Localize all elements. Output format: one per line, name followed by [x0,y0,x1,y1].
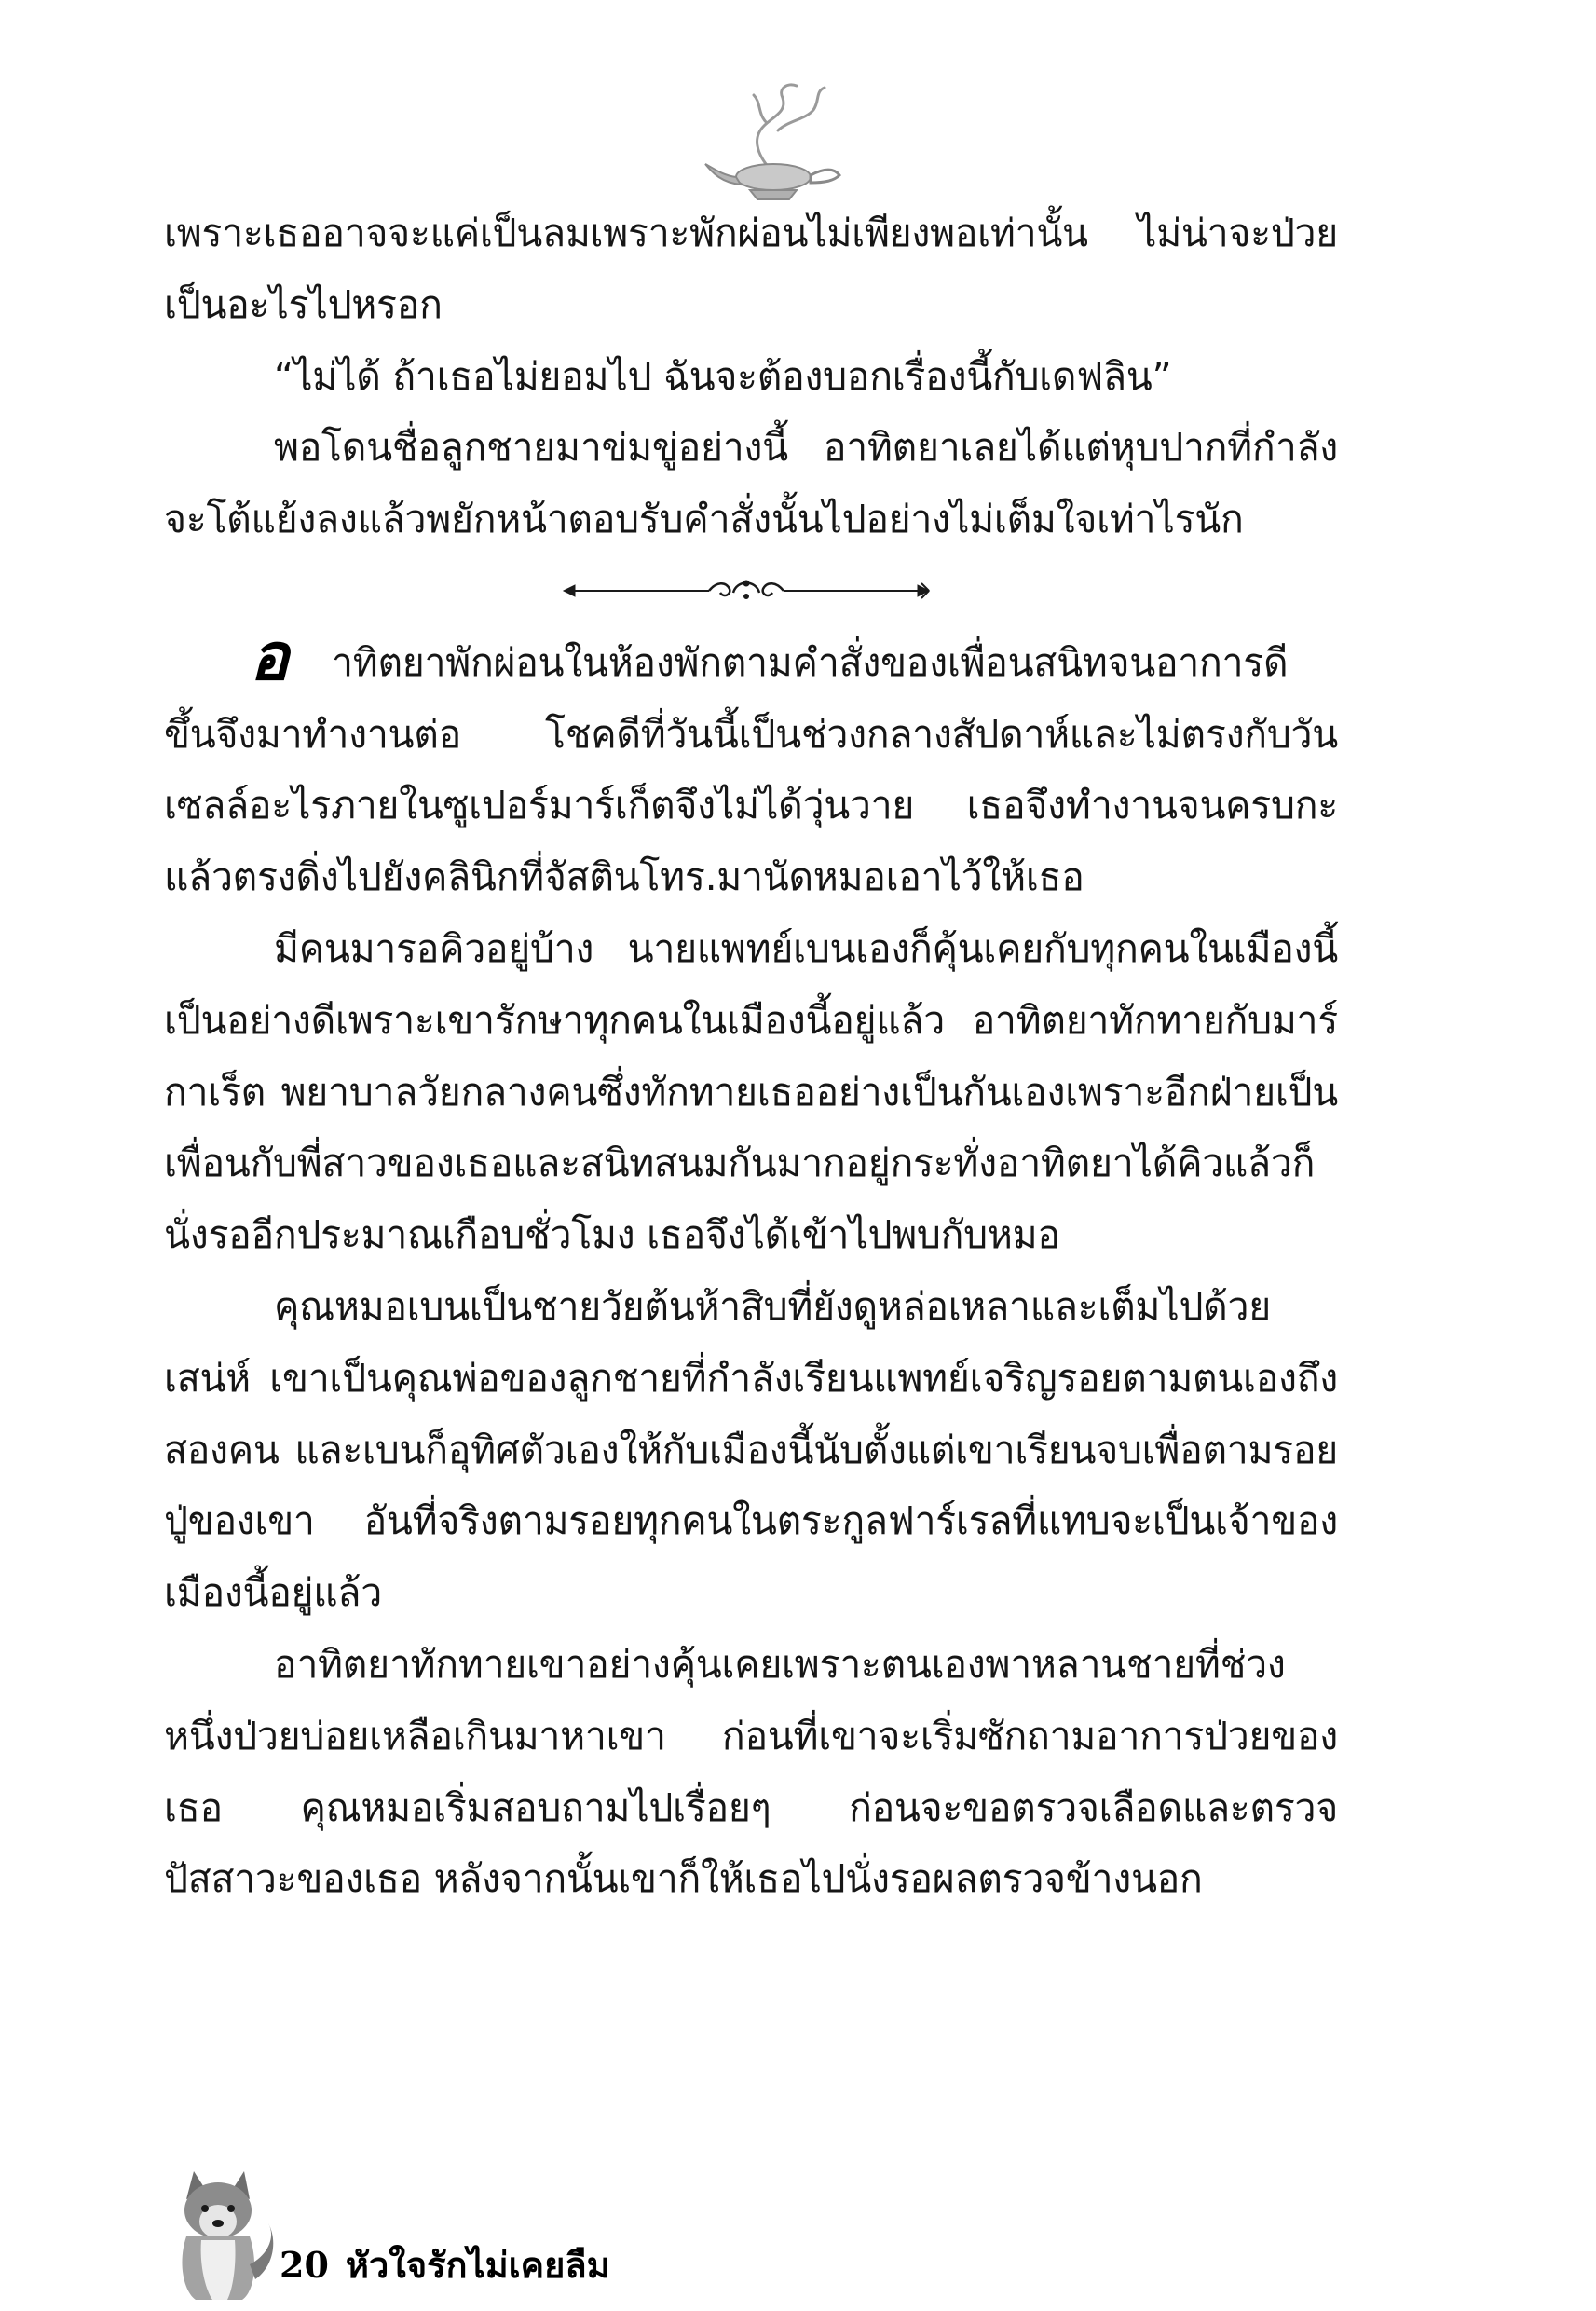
husky-dog-icon [158,2162,280,2302]
flourish-divider-icon [560,572,933,609]
paragraph-text: าทิตยาพักผ่อนในห้องพักตามคำสั่งของเพื่อนสนิทจนอาการดีขึ้นจึงมาทำงานต่อ โชคดีที่วันนี้เป็นช่วงกลางสัปดาห์และไม่ตรงกับวันเซลล์อะไรภายในซูเปอร์มาร์เก็ตจึงไม่ได้วุ่นวาย เธอจึงทำงานจนครบกะแล้วตรงดิ่งไปยังคลินิกที่จัสตินโทร.มานัดหมอเอาไว้ให้เธอ [164,639,1338,900]
page-footer [280,2236,610,2293]
genie-lamp-icon [685,75,862,205]
body-text [164,198,1338,1915]
paragraph: เพราะเธออาจจะแค่เป็นลมเพราะพักผ่อนไม่เพียงพอเท่านั้น ไม่น่าจะป่วยเป็นอะไรไปหรอก [164,211,1338,327]
book-title: หัวใจรักไม่เคยลืม [345,2244,610,2286]
page-number: 20 [280,2244,329,2286]
paragraph: มีคนมารอคิวอยู่บ้าง นายแพทย์เบนเองก็คุ้นเคยกับทุกคนในเมืองนี้เป็นอย่างดีเพราะเขารักษาทุกคนในเมืองนี้อยู่แล้ว อาทิตยาทักทายกับมาร์กาเร็ต พยาบาลวัยกลางคนซึ่งทักทายเธออย่างเป็นกันเองเพราะอีกฝ่ายเป็นเพื่อนกับพี่สาวของเธอและสนิทสนมกันมากอยู่กระทั่งอาทิตยาได้คิวแล้วก็นั่งรออีกประมาณเกือบชั่วโมง เธอจึงได้เข้าไปพบกับหมอ [164,925,1338,1258]
paragraph: คุณหมอเบนเป็นชายวัยต้นห้าสิบที่ยังดูหล่อเหลาและเต็มไปด้วยเสน่ห์ เขาเป็นคุณพ่อของลูกชายที่กำลังเรียนแพทย์เจริญรอยตามตนเองถึงสองคน และเบนก็อุทิศตัวเองให้กับเมืองนี้นับตั้งแต่เขาเรียนจบเพื่อตามรอยปู่ของเขา อันที่จริงตามรอยทุกคนในตระกูลฟาร์เรลที่แทบจะเป็นเจ้าของเมืองนี้อยู่แล้ว [164,1283,1338,1616]
paragraph: “ไม่ได้ ถ้าเธอไม่ยอมไป ฉันจะต้องบอกเรื่องนี้กับเดฟลิน” [274,353,1172,399]
paragraph: พอโดนชื่อลูกชายมาข่มขู่อย่างนี้ อาทิตยาเลยได้แต่หุบปากที่กำลังจะโต้แย้งลงแล้วพยักหน้าตอบรับคำสั่งนั้นไปอย่างไม่เต็มใจเท่าไรนัก [164,425,1338,542]
paragraph [164,617,1338,913]
section-divider [164,555,1338,627]
drop-cap: อ [250,617,289,695]
paragraph: อาทิตยาทักทายเขาอย่างคุ้นเคยเพราะตนเองพาหลานชายที่ช่วงหนึ่งป่วยบ่อยเหลือเกินมาหาเขา ก่อนที่เขาจะเริ่มซักถามอาการป่วยของเธอ คุณหมอเริ่มสอบถามไปเรื่อยๆ ก่อนจะขอตรวจเลือดและตรวจปัสสาวะของเธอ หลังจากนั้นเขาก็ให้เธอไปนั่งรอผลตรวจข้างนอก [164,1641,1338,1902]
